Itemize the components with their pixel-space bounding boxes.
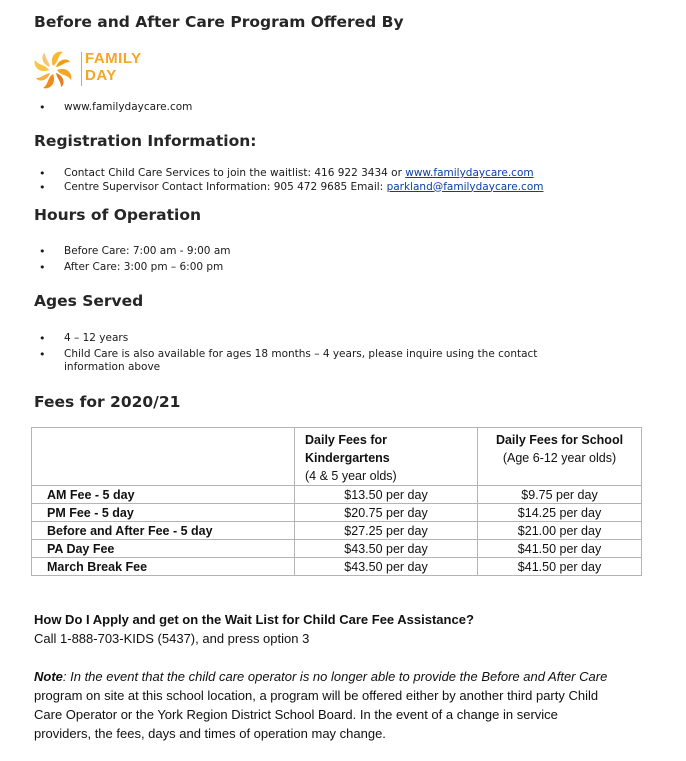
website-text: www.familydaycare.com — [64, 101, 193, 113]
ages-list — [25, 332, 585, 375]
registration-list — [25, 167, 543, 194]
family-day-sun-icon — [31, 46, 79, 92]
list-item: • Child Care is also available for ages 18 months – 4 years, please inquire using the contact information above — [25, 348, 585, 375]
note-label: Note — [34, 669, 63, 684]
list-item: • Before Care: 7:00 am - 9:00 am — [25, 245, 230, 259]
school-column-header: Daily Fees for School (Age 6-12 year olds) — [478, 428, 642, 486]
note-paragraph: Note: In the event that the child care operator is no longer able to provide the Before and After Care program on site at this school location, a program will be offered either by another third party Child Care Operator or the York Region District School Board. In the event of a change in service providers, the fees, days and times of operation may change. — [34, 669, 608, 741]
kindergarten-column-header: Daily Fees for Kindergartens (4 & 5 year olds) — [295, 428, 478, 486]
table-row: PA Day Fee $43.50 per day $41.50 per day — [32, 540, 642, 558]
family-day-logo — [31, 46, 161, 92]
apply-answer: Call 1-888-703-KIDS (5437), and press option 3 — [34, 631, 310, 646]
list-item: • Centre Supervisor Contact Information: 905 472 9685 Email: parkland@familydaycare.com — [25, 181, 543, 195]
family-day-wordmark: FAMILY DAY — [85, 50, 142, 84]
fees-heading: Fees for 2020/21 — [34, 393, 181, 411]
website-item — [25, 101, 192, 115]
fees-table — [31, 427, 642, 576]
table-corner — [32, 428, 295, 486]
apply-section — [34, 610, 474, 648]
hours-list — [25, 245, 230, 274]
ages-heading: Ages Served — [34, 292, 144, 310]
table-row: Before and After Fee - 5 day $27.25 per day $21.00 per day — [32, 522, 642, 540]
website-list — [25, 101, 192, 115]
registration-heading: Registration Information: — [34, 132, 257, 150]
list-item: • After Care: 3:00 pm – 6:00 pm — [25, 261, 230, 275]
hours-heading: Hours of Operation — [34, 206, 202, 224]
table-row: AM Fee - 5 day $13.50 per day $9.75 per day — [32, 486, 642, 504]
page-title: Before and After Care Program Offered By — [34, 13, 404, 31]
familydaycare-link[interactable]: www.familydaycare.com — [405, 167, 534, 179]
table-row: March Break Fee $43.50 per day $41.50 per day — [32, 558, 642, 576]
parkland-email-link[interactable]: parkland@familydaycare.com — [386, 180, 544, 193]
table-row: PM Fee - 5 day $20.75 per day $14.25 per day — [32, 504, 642, 522]
list-item: • 4 – 12 years — [25, 332, 585, 346]
list-item: • Contact Child Care Services to join the waitlist: 416 922 3434 or www.familydaycare.com — [25, 167, 543, 181]
apply-question: How Do I Apply and get on the Wait List for Child Care Fee Assistance? — [34, 612, 474, 627]
